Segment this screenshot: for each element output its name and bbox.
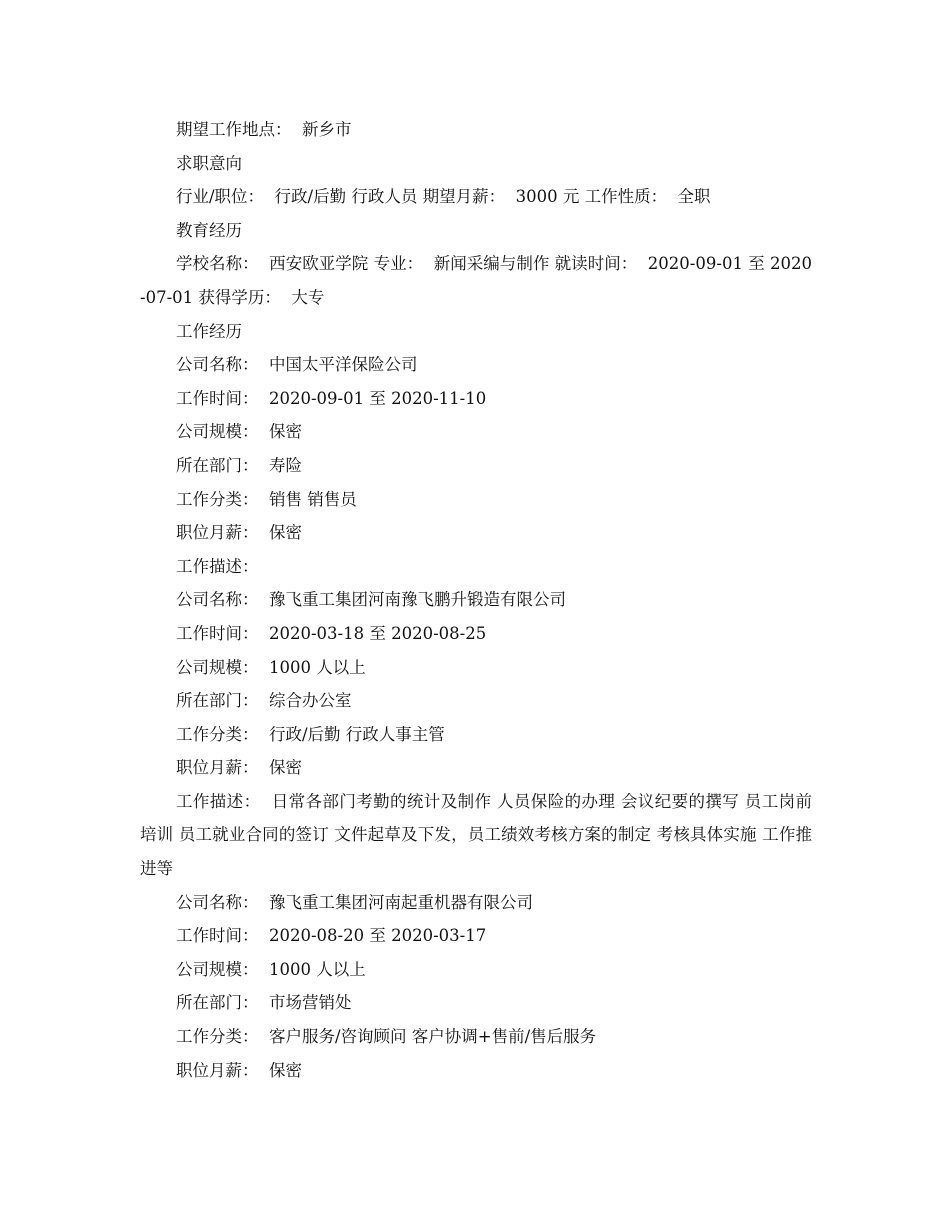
job-intention-line: 行业/职位： 行政/后勤 行政人员 期望月薪： 3000 元 工作性质： 全职: [176, 187, 711, 207]
section-heading-education: 教育经历: [176, 220, 242, 240]
job-2-description: 工作描述： 日常各部门考勤的统计及制作 人员保险的办理 会议纪要的撰写 员工岗前培训 员工就业合同的签订 文件起草及下发，员工绩效考核方案的制定 考核具体实施 工作推进等: [140, 791, 812, 879]
job-1-department: 所在部门： 寿险: [176, 455, 302, 475]
job-2-company-size: 公司规模： 1000 人以上: [176, 657, 366, 677]
job-3-department: 所在部门： 市场营销处: [176, 993, 352, 1013]
job-1-company-size: 公司规模： 保密: [176, 422, 302, 442]
job-3-salary: 职位月薪： 保密: [176, 1060, 302, 1080]
job-3-company: 公司名称： 豫飞重工集团河南起重机器有限公司: [176, 892, 533, 912]
job-1-period: 工作时间： 2020-09-01 至 2020-11-10: [176, 388, 487, 408]
section-heading-work-experience: 工作经历: [176, 321, 242, 341]
education-line: 学校名称： 西安欧亚学院 专业： 新闻采编与制作 就读时间： 2020-09-01 至 2020-07-01 获得学历： 大专: [140, 254, 812, 307]
job-2-salary: 职位月薪： 保密: [176, 758, 302, 778]
document-body: [140, 113, 812, 1087]
job-1-company: 公司名称： 中国太平洋保险公司: [176, 355, 418, 375]
job-3-category: 工作分类： 客户服务/咨询顾问 客户协调+售前/售后服务: [176, 1027, 597, 1047]
section-heading-job-intention: 求职意向: [176, 153, 242, 173]
job-1-salary: 职位月薪： 保密: [176, 523, 302, 543]
job-2-period: 工作时间： 2020-03-18 至 2020-08-25: [176, 623, 487, 643]
job-2-department: 所在部门： 综合办公室: [176, 691, 352, 711]
job-3-period: 工作时间： 2020-08-20 至 2020-03-17: [176, 926, 487, 946]
job-2-category: 工作分类： 行政/后勤 行政人事主管: [176, 724, 445, 744]
expected-location-line: 期望工作地点： 新乡市: [176, 120, 352, 139]
job-2-company: 公司名称： 豫飞重工集团河南豫飞鹏升锻造有限公司: [176, 590, 566, 610]
job-1-description: 工作描述：: [176, 556, 259, 576]
job-1-category: 工作分类： 销售 销售员: [176, 489, 357, 509]
job-3-company-size: 公司规模： 1000 人以上: [176, 959, 366, 979]
